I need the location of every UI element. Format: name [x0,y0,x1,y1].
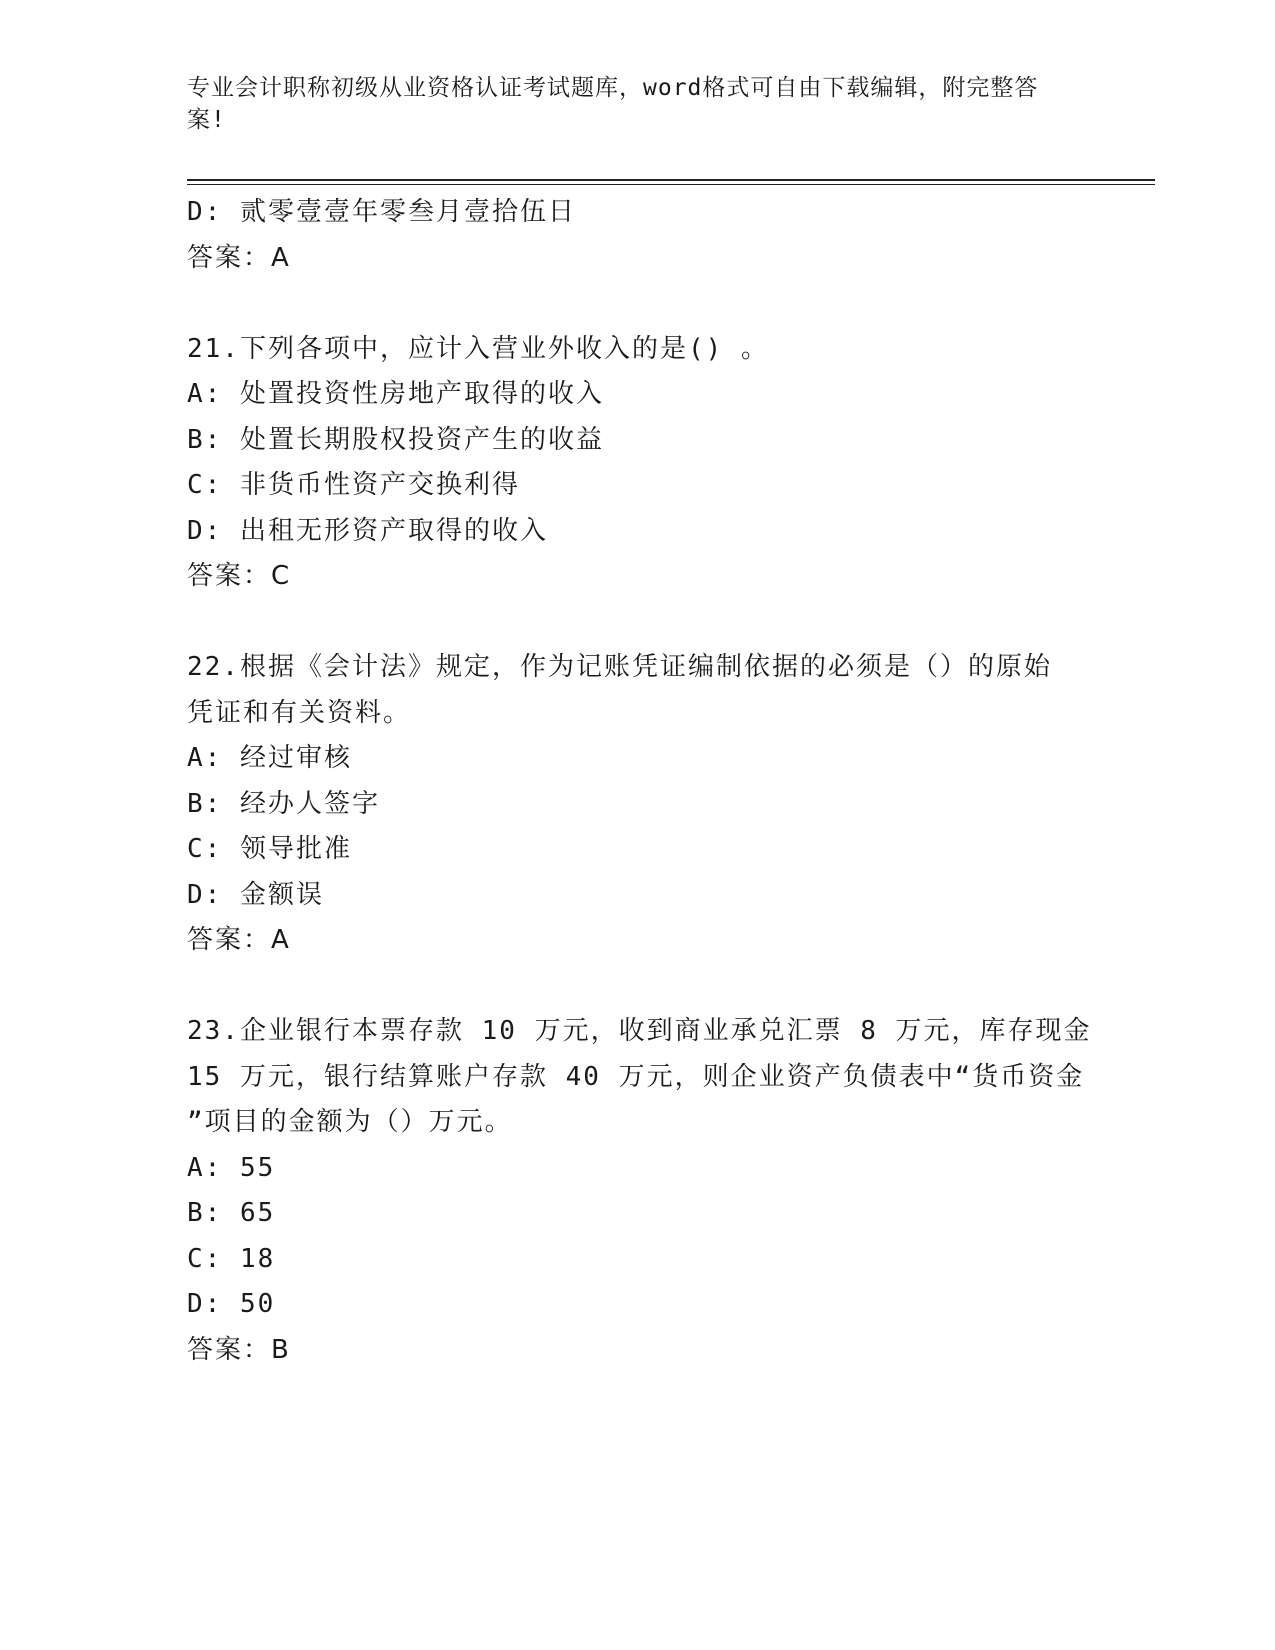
question-text-line-1: 22.根据《会计法》规定，作为记账凭证编制依据的必须是（）的原始 [187,652,1052,682]
document-header [187,72,1067,136]
header-divider-thick [187,179,1155,181]
option-b: B: 经办人签字 [187,788,380,819]
question-text-line-2: 凭证和有关资料。 [187,697,412,728]
answer: 答案：B [187,1334,291,1365]
answer: 答案：A [187,925,291,955]
header-line-2: 案! [187,107,226,133]
option-b: B: 65 [187,1198,276,1228]
answer: 答案：C [187,561,292,591]
option-d: D: 金额误 [187,879,324,910]
prev-answer: 答案：A [187,242,291,273]
option-b: B: 处置长期股权投资产生的收益 [187,424,604,455]
question-text-line-1: 23.企业银行本票存款 10 万元，收到商业承兑汇票 8 万元，库存现金 [187,1016,1092,1046]
question-22 [187,645,1087,964]
spacer [187,964,1087,1010]
question-text: 21.下列各项中，应计入营业外收入的是() 。 [187,333,769,364]
spacer [187,600,1087,646]
spacer [187,281,1087,327]
option-c: C: 领导批准 [187,834,352,864]
question-text-line-2: 15 万元，银行结算账户存款 40 万元，则企业资产负债表中“货币资金 [187,1061,1085,1092]
option-a: A: 处置投资性房地产取得的收入 [187,379,604,409]
question-text-line-3: ”项目的金额为（）万元。 [187,1107,513,1137]
prev-option-d: D: 贰零壹壹年零叁月壹拾伍日 [187,197,576,227]
option-c: C: 18 [187,1243,276,1274]
option-d: D: 出租无形资产取得的收入 [187,515,548,546]
question-content [187,190,1092,1373]
option-c: C: 非货币性资产交换利得 [187,470,520,500]
question-21 [187,327,1087,600]
option-d: D: 50 [187,1289,276,1319]
header-divider-thin [187,184,1155,185]
option-a: A: 55 [187,1152,276,1183]
option-a: A: 经过审核 [187,743,352,773]
header-line-1: 专业会计职称初级从业资格认证考试题库，word格式可自由下载编辑，附完整答 [187,75,1039,101]
question-23 [187,1009,1092,1373]
